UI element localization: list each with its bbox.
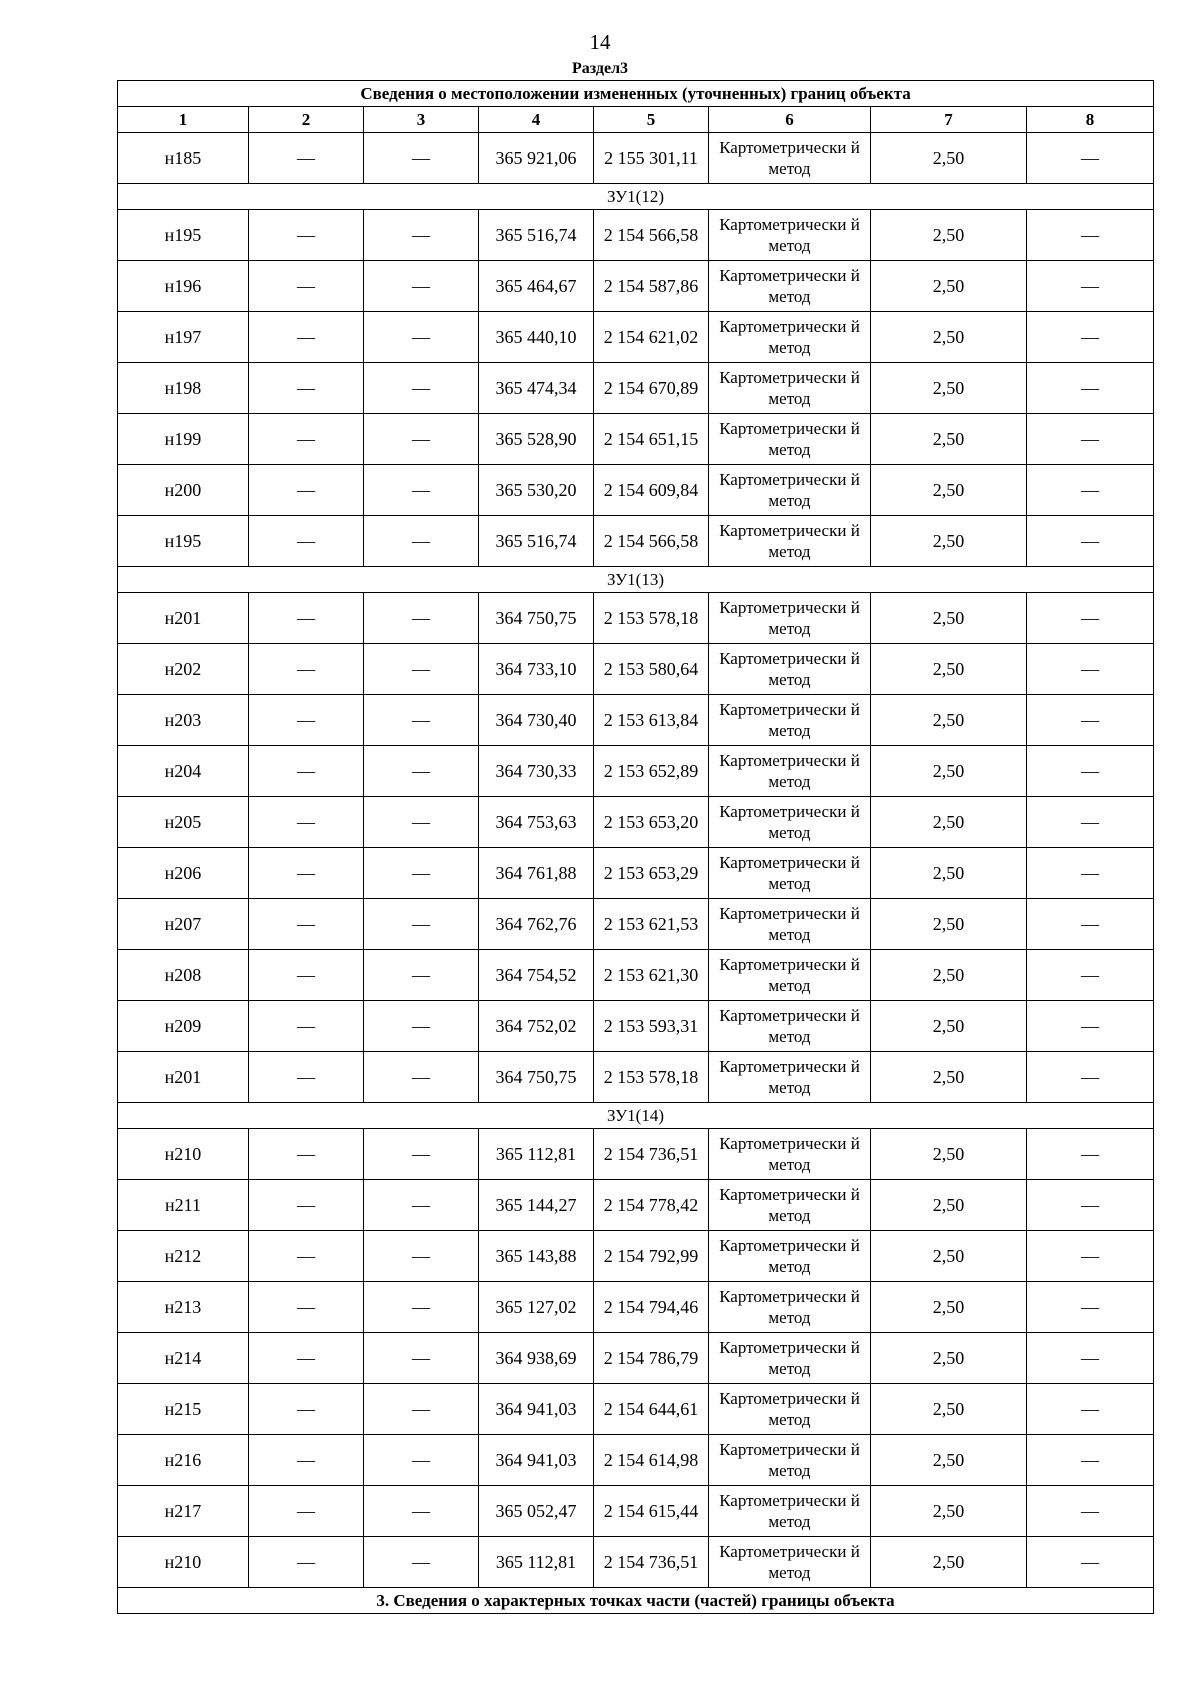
dash-cell: —: [1027, 1486, 1154, 1537]
point-id-cell: н213: [118, 1282, 249, 1333]
point-id-cell: н209: [118, 1001, 249, 1052]
coordinate-x-cell: 364 941,03: [479, 1384, 594, 1435]
coordinate-y-cell: 2 153 580,64: [594, 644, 709, 695]
dash-cell: —: [1027, 1333, 1154, 1384]
dash-cell: —: [249, 363, 364, 414]
dash-cell: —: [249, 133, 364, 184]
accuracy-cell: 2,50: [871, 1282, 1027, 1333]
coordinate-y-cell: 2 154 670,89: [594, 363, 709, 414]
dash-cell: —: [364, 312, 479, 363]
coordinate-y-cell: 2 153 578,18: [594, 1052, 709, 1103]
dash-cell: —: [364, 516, 479, 567]
dash-cell: —: [1027, 593, 1154, 644]
method-cell: Картометрически й метод: [709, 1231, 871, 1282]
point-id-cell: н210: [118, 1537, 249, 1588]
coordinate-y-cell: 2 154 644,61: [594, 1384, 709, 1435]
coordinate-x-cell: 365 143,88: [479, 1231, 594, 1282]
coordinate-x-cell: 365 474,34: [479, 363, 594, 414]
coordinate-y-cell: 2 153 621,53: [594, 899, 709, 950]
accuracy-cell: 2,50: [871, 363, 1027, 414]
group-label: ЗУ1(12): [118, 184, 1154, 210]
accuracy-cell: 2,50: [871, 644, 1027, 695]
dash-cell: —: [364, 414, 479, 465]
coordinate-x-cell: 365 516,74: [479, 516, 594, 567]
table-row: [118, 1333, 1154, 1384]
point-id-cell: н212: [118, 1231, 249, 1282]
dash-cell: —: [364, 593, 479, 644]
table-row: [118, 1129, 1154, 1180]
group-row: [118, 1103, 1154, 1129]
method-cell: Картометрически й метод: [709, 695, 871, 746]
dash-cell: —: [364, 261, 479, 312]
dash-cell: —: [1027, 133, 1154, 184]
table-row: [118, 1537, 1154, 1588]
coordinate-x-cell: 365 127,02: [479, 1282, 594, 1333]
table-row: [118, 414, 1154, 465]
dash-cell: —: [1027, 1180, 1154, 1231]
dash-cell: —: [364, 797, 479, 848]
coordinate-y-cell: 2 153 593,31: [594, 1001, 709, 1052]
method-cell: Картометрически й метод: [709, 1129, 871, 1180]
dash-cell: —: [364, 465, 479, 516]
group-label: ЗУ1(13): [118, 567, 1154, 593]
dash-cell: —: [249, 1333, 364, 1384]
point-id-cell: н208: [118, 950, 249, 1001]
table-row: [118, 1486, 1154, 1537]
column-number-row: [118, 107, 1154, 133]
dash-cell: —: [249, 1231, 364, 1282]
dash-cell: —: [249, 899, 364, 950]
dash-cell: —: [364, 363, 479, 414]
method-cell: Картометрически й метод: [709, 312, 871, 363]
method-cell: Картометрически й метод: [709, 1537, 871, 1588]
column-number: 6: [709, 107, 871, 133]
table-row: [118, 1001, 1154, 1052]
column-number: 7: [871, 107, 1027, 133]
footer-title: 3. Сведения о характерных точках части (частей) границы объекта: [118, 1588, 1154, 1614]
coordinate-y-cell: 2 154 566,58: [594, 210, 709, 261]
dash-cell: —: [364, 1384, 479, 1435]
dash-cell: —: [249, 1180, 364, 1231]
dash-cell: —: [249, 516, 364, 567]
table-row: [118, 950, 1154, 1001]
dash-cell: —: [364, 848, 479, 899]
dash-cell: —: [1027, 1435, 1154, 1486]
coordinate-x-cell: 365 921,06: [479, 133, 594, 184]
coordinate-x-cell: 364 938,69: [479, 1333, 594, 1384]
coordinate-x-cell: 365 516,74: [479, 210, 594, 261]
accuracy-cell: 2,50: [871, 516, 1027, 567]
table-row: [118, 133, 1154, 184]
column-number: 3: [364, 107, 479, 133]
dash-cell: —: [249, 312, 364, 363]
point-id-cell: н201: [118, 1052, 249, 1103]
group-row: [118, 567, 1154, 593]
coordinate-y-cell: 2 154 609,84: [594, 465, 709, 516]
dash-cell: —: [249, 950, 364, 1001]
point-id-cell: н211: [118, 1180, 249, 1231]
table-title: Сведения о местоположении измененных (уточненных) границ объекта: [118, 81, 1154, 107]
dash-cell: —: [249, 1486, 364, 1537]
point-id-cell: н215: [118, 1384, 249, 1435]
point-id-cell: н198: [118, 363, 249, 414]
coordinate-x-cell: 365 440,10: [479, 312, 594, 363]
section-label: Раздел3: [571, 60, 629, 77]
table-body: [118, 81, 1154, 1588]
dash-cell: —: [364, 1282, 479, 1333]
dash-cell: —: [1027, 414, 1154, 465]
coordinate-y-cell: 2 153 578,18: [594, 593, 709, 644]
table-row: [118, 1435, 1154, 1486]
coordinate-x-cell: 364 753,63: [479, 797, 594, 848]
dash-cell: —: [249, 1537, 364, 1588]
dash-cell: —: [364, 746, 479, 797]
coordinate-x-cell: 364 750,75: [479, 593, 594, 644]
table-row: [118, 797, 1154, 848]
coordinate-x-cell: 364 730,33: [479, 746, 594, 797]
method-cell: Картометрически й метод: [709, 1486, 871, 1537]
coordinate-y-cell: 2 155 301,11: [594, 133, 709, 184]
column-number: 1: [118, 107, 249, 133]
accuracy-cell: 2,50: [871, 261, 1027, 312]
accuracy-cell: 2,50: [871, 1333, 1027, 1384]
coordinate-y-cell: 2 154 621,02: [594, 312, 709, 363]
method-cell: Картометрически й метод: [709, 899, 871, 950]
dash-cell: —: [249, 210, 364, 261]
coordinate-x-cell: 365 112,81: [479, 1129, 594, 1180]
method-cell: Картометрически й метод: [709, 1435, 871, 1486]
table-row: [118, 1231, 1154, 1282]
dash-cell: —: [1027, 210, 1154, 261]
coordinate-y-cell: 2 154 736,51: [594, 1537, 709, 1588]
coordinate-x-cell: 365 464,67: [479, 261, 594, 312]
dash-cell: —: [1027, 1001, 1154, 1052]
dash-cell: —: [364, 1537, 479, 1588]
coordinate-y-cell: 2 154 651,15: [594, 414, 709, 465]
table-footer-row: [118, 1588, 1154, 1614]
dash-cell: —: [249, 414, 364, 465]
table-row: [118, 1052, 1154, 1103]
point-id-cell: н210: [118, 1129, 249, 1180]
dash-cell: —: [249, 1435, 364, 1486]
point-id-cell: н201: [118, 593, 249, 644]
coordinate-y-cell: 2 153 621,30: [594, 950, 709, 1001]
method-cell: Картометрически й метод: [709, 414, 871, 465]
dash-cell: —: [1027, 1384, 1154, 1435]
dash-cell: —: [364, 950, 479, 1001]
coordinate-y-cell: 2 154 587,86: [594, 261, 709, 312]
dash-cell: —: [249, 695, 364, 746]
dash-cell: —: [364, 644, 479, 695]
accuracy-cell: 2,50: [871, 899, 1027, 950]
dash-cell: —: [364, 1052, 479, 1103]
point-id-cell: н207: [118, 899, 249, 950]
dash-cell: —: [1027, 797, 1154, 848]
coordinate-y-cell: 2 154 614,98: [594, 1435, 709, 1486]
dash-cell: —: [249, 465, 364, 516]
table-row: [118, 1384, 1154, 1435]
coordinate-x-cell: 364 941,03: [479, 1435, 594, 1486]
coordinate-x-cell: 364 761,88: [479, 848, 594, 899]
column-number: 4: [479, 107, 594, 133]
dash-cell: —: [249, 1052, 364, 1103]
dash-cell: —: [1027, 1231, 1154, 1282]
method-cell: Картометрически й метод: [709, 848, 871, 899]
point-id-cell: н195: [118, 516, 249, 567]
group-row: [118, 184, 1154, 210]
method-cell: Картометрически й метод: [709, 516, 871, 567]
accuracy-cell: 2,50: [871, 848, 1027, 899]
column-number: 5: [594, 107, 709, 133]
method-cell: Картометрически й метод: [709, 1333, 871, 1384]
accuracy-cell: 2,50: [871, 1052, 1027, 1103]
accuracy-cell: 2,50: [871, 1180, 1027, 1231]
accuracy-cell: 2,50: [871, 414, 1027, 465]
point-id-cell: н199: [118, 414, 249, 465]
accuracy-cell: 2,50: [871, 695, 1027, 746]
coordinate-x-cell: 364 730,40: [479, 695, 594, 746]
point-id-cell: н204: [118, 746, 249, 797]
accuracy-cell: 2,50: [871, 1435, 1027, 1486]
column-number: 2: [249, 107, 364, 133]
accuracy-cell: 2,50: [871, 593, 1027, 644]
accuracy-cell: 2,50: [871, 133, 1027, 184]
dash-cell: —: [1027, 695, 1154, 746]
dash-cell: —: [1027, 1052, 1154, 1103]
accuracy-cell: 2,50: [871, 746, 1027, 797]
dash-cell: —: [249, 1384, 364, 1435]
table-row: [118, 899, 1154, 950]
point-id-cell: н217: [118, 1486, 249, 1537]
dash-cell: —: [364, 133, 479, 184]
coordinate-x-cell: 365 530,20: [479, 465, 594, 516]
dash-cell: —: [364, 1486, 479, 1537]
dash-cell: —: [1027, 644, 1154, 695]
point-id-cell: н206: [118, 848, 249, 899]
coordinate-x-cell: 365 112,81: [479, 1537, 594, 1588]
table-row: [118, 516, 1154, 567]
method-cell: Картометрически й метод: [709, 133, 871, 184]
dash-cell: —: [249, 1129, 364, 1180]
coordinate-y-cell: 2 153 653,20: [594, 797, 709, 848]
dash-cell: —: [1027, 516, 1154, 567]
accuracy-cell: 2,50: [871, 797, 1027, 848]
dash-cell: —: [249, 644, 364, 695]
dash-cell: —: [1027, 1537, 1154, 1588]
table-row: [118, 593, 1154, 644]
method-cell: Картометрически й метод: [709, 1052, 871, 1103]
accuracy-cell: 2,50: [871, 1129, 1027, 1180]
dash-cell: —: [364, 899, 479, 950]
boundary-table: [117, 80, 1154, 1614]
page-number: 14: [589, 30, 611, 54]
method-cell: Картометрически й метод: [709, 644, 871, 695]
table-row: [118, 746, 1154, 797]
dash-cell: —: [364, 1129, 479, 1180]
dash-cell: —: [1027, 363, 1154, 414]
point-id-cell: н200: [118, 465, 249, 516]
coordinate-x-cell: 364 762,76: [479, 899, 594, 950]
dash-cell: —: [249, 1282, 364, 1333]
coordinate-x-cell: 364 733,10: [479, 644, 594, 695]
table-row: [118, 848, 1154, 899]
point-id-cell: н214: [118, 1333, 249, 1384]
dash-cell: —: [1027, 1282, 1154, 1333]
dash-cell: —: [1027, 1129, 1154, 1180]
dash-cell: —: [364, 1333, 479, 1384]
coordinate-y-cell: 2 154 794,46: [594, 1282, 709, 1333]
method-cell: Картометрически й метод: [709, 363, 871, 414]
table-row: [118, 695, 1154, 746]
method-cell: Картометрически й метод: [709, 1384, 871, 1435]
method-cell: Картометрически й метод: [709, 1180, 871, 1231]
accuracy-cell: 2,50: [871, 1384, 1027, 1435]
method-cell: Картометрически й метод: [709, 261, 871, 312]
method-cell: Картометрически й метод: [709, 465, 871, 516]
table-row: [118, 1282, 1154, 1333]
coordinate-y-cell: 2 154 778,42: [594, 1180, 709, 1231]
dash-cell: —: [1027, 465, 1154, 516]
coordinate-y-cell: 2 153 653,29: [594, 848, 709, 899]
coordinate-y-cell: 2 154 566,58: [594, 516, 709, 567]
coordinate-x-cell: 365 052,47: [479, 1486, 594, 1537]
table-row: [118, 210, 1154, 261]
table-row: [118, 1180, 1154, 1231]
accuracy-cell: 2,50: [871, 1537, 1027, 1588]
coordinate-y-cell: 2 154 792,99: [594, 1231, 709, 1282]
coordinate-x-cell: 364 750,75: [479, 1052, 594, 1103]
table-row: [118, 312, 1154, 363]
dash-cell: —: [1027, 746, 1154, 797]
coordinate-y-cell: 2 154 736,51: [594, 1129, 709, 1180]
method-cell: Картометрически й метод: [709, 593, 871, 644]
dash-cell: —: [364, 1435, 479, 1486]
dash-cell: —: [249, 746, 364, 797]
method-cell: Картометрически й метод: [709, 797, 871, 848]
dash-cell: —: [249, 848, 364, 899]
dash-cell: —: [364, 1180, 479, 1231]
group-label: ЗУ1(14): [118, 1103, 1154, 1129]
coordinate-x-cell: 365 144,27: [479, 1180, 594, 1231]
dash-cell: —: [364, 695, 479, 746]
accuracy-cell: 2,50: [871, 312, 1027, 363]
table-caption-row: [118, 81, 1154, 107]
point-id-cell: н203: [118, 695, 249, 746]
method-cell: Картометрически й метод: [709, 1282, 871, 1333]
dash-cell: —: [1027, 899, 1154, 950]
accuracy-cell: 2,50: [871, 1231, 1027, 1282]
table-row: [118, 261, 1154, 312]
point-id-cell: н195: [118, 210, 249, 261]
dash-cell: —: [1027, 848, 1154, 899]
method-cell: Картометрически й метод: [709, 746, 871, 797]
method-cell: Картометрически й метод: [709, 1001, 871, 1052]
table-row: [118, 363, 1154, 414]
dash-cell: —: [249, 593, 364, 644]
accuracy-cell: 2,50: [871, 1001, 1027, 1052]
point-id-cell: н196: [118, 261, 249, 312]
dash-cell: —: [364, 1001, 479, 1052]
coordinate-y-cell: 2 154 615,44: [594, 1486, 709, 1537]
dash-cell: —: [364, 1231, 479, 1282]
table-row: [118, 644, 1154, 695]
accuracy-cell: 2,50: [871, 210, 1027, 261]
point-id-cell: н197: [118, 312, 249, 363]
method-cell: Картометрически й метод: [709, 210, 871, 261]
coordinate-y-cell: 2 153 613,84: [594, 695, 709, 746]
dash-cell: —: [1027, 950, 1154, 1001]
point-id-cell: н202: [118, 644, 249, 695]
point-id-cell: н205: [118, 797, 249, 848]
dash-cell: —: [1027, 312, 1154, 363]
dash-cell: —: [249, 797, 364, 848]
point-id-cell: н185: [118, 133, 249, 184]
method-cell: Картометрически й метод: [709, 950, 871, 1001]
coordinate-x-cell: 364 752,02: [479, 1001, 594, 1052]
accuracy-cell: 2,50: [871, 1486, 1027, 1537]
dash-cell: —: [249, 1001, 364, 1052]
dash-cell: —: [1027, 261, 1154, 312]
coordinate-x-cell: 365 528,90: [479, 414, 594, 465]
dash-cell: —: [364, 210, 479, 261]
dash-cell: —: [249, 261, 364, 312]
point-id-cell: н216: [118, 1435, 249, 1486]
coordinate-y-cell: 2 154 786,79: [594, 1333, 709, 1384]
accuracy-cell: 2,50: [871, 465, 1027, 516]
accuracy-cell: 2,50: [871, 950, 1027, 1001]
table-row: [118, 465, 1154, 516]
column-number: 8: [1027, 107, 1154, 133]
coordinate-x-cell: 364 754,52: [479, 950, 594, 1001]
coordinate-y-cell: 2 153 652,89: [594, 746, 709, 797]
